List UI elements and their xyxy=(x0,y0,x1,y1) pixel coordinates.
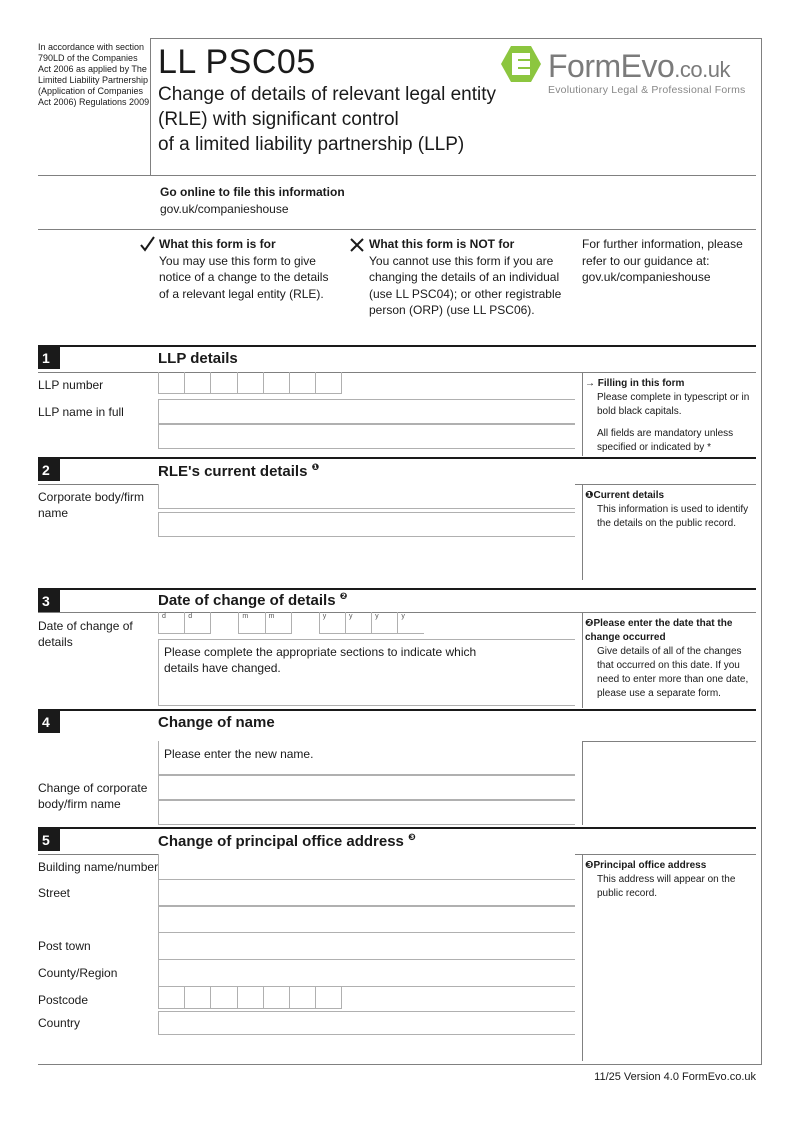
section-title-principal-office: Change of principal office address $^❸$ xyxy=(158,832,416,850)
date-box-year[interactable]: y xyxy=(397,612,423,634)
country-input[interactable] xyxy=(158,1011,575,1035)
postcode-box[interactable] xyxy=(210,987,236,1009)
legal-basis-note: In accordance with section 790LD of the Companies Act 2006 as applied by The Limited Liability Partnership (Application of Companies Act 2006) Regulations 2009 xyxy=(38,42,150,107)
date-of-change-input[interactable] xyxy=(158,612,424,634)
building-name-label: Building name/number xyxy=(38,860,159,874)
building-name-input[interactable] xyxy=(158,854,575,880)
date-box-year[interactable]: y xyxy=(319,612,345,634)
form-title: Change of details of relevant legal entity (RLE) with significant control of a limited liability partnership (LLP) xyxy=(158,84,496,155)
post-town-label: Post town xyxy=(38,939,91,953)
llp-name-input-line1[interactable] xyxy=(158,399,575,424)
county-region-label: County/Region xyxy=(38,966,118,980)
date-box-year[interactable]: y xyxy=(371,612,397,634)
footer-version: 11/25 Version 4.0 FormEvo.co.uk xyxy=(594,1071,756,1083)
form-code: LL PSC05 xyxy=(158,43,316,81)
change-of-name-label: Change of corporate body/firm name xyxy=(38,781,148,811)
formevo-logo-text: FormEvo.co.uk xyxy=(548,48,730,84)
llp-name-input-line2[interactable] xyxy=(158,424,575,449)
change-instruction-text: Please complete the appropriate sections to indicate which details have changed. xyxy=(164,645,477,675)
side-note-date: ❷Please enter the date that the change occurred Give details of all of the changes that occurred on this date. If you need to enter more than one date, please use a separate form. xyxy=(582,612,756,708)
further-information: For further information, please refer to our guidance at: gov.uk/companieshouse xyxy=(582,237,743,284)
side-panel-blank xyxy=(582,741,756,825)
llp-number-box[interactable] xyxy=(263,372,289,394)
online-filing-url[interactable]: gov.uk/companieshouse xyxy=(160,202,289,216)
postcode-box[interactable] xyxy=(263,987,289,1009)
street-input-line2[interactable] xyxy=(158,906,575,933)
new-name-input-line1[interactable] xyxy=(158,775,575,800)
corporate-body-name-label: Corporate body/firm name xyxy=(38,490,145,520)
date-box-day[interactable]: d xyxy=(158,612,184,634)
corporate-body-name-input-line1[interactable] xyxy=(158,484,575,509)
llp-number-box[interactable] xyxy=(184,372,210,394)
what-form-is-not-for: What this form is NOT for You cannot use this form if you are changing the details of an individual (use LL PSC04); or other registrable person (ORP) (use LL PSC06). xyxy=(369,237,562,317)
online-filing-title: Go online to file this information xyxy=(160,185,345,199)
postcode-input[interactable] xyxy=(158,987,368,1009)
side-note-current-details: ❶Current details This information is used to identify the details on the public record. xyxy=(582,484,756,580)
post-town-input[interactable] xyxy=(158,933,575,960)
section-title-llp-details: LLP details xyxy=(158,350,238,367)
section-number-5: 5 xyxy=(38,829,60,851)
county-region-input[interactable] xyxy=(158,960,575,987)
formevo-logo-icon xyxy=(501,45,541,83)
llp-number-box[interactable] xyxy=(237,372,263,394)
section-number-1: 1 xyxy=(38,347,60,369)
section-title-date-of-change: Date of change of details $^❷$ xyxy=(158,591,348,609)
date-box-year[interactable]: y xyxy=(345,612,371,634)
corporate-body-name-input-line2[interactable] xyxy=(158,512,575,537)
side-note-principal-office: ❸Principal office address This address will appear on the public record. xyxy=(582,854,756,1061)
section-number-4: 4 xyxy=(38,711,60,733)
date-spacer xyxy=(210,612,238,634)
llp-number-label: LLP number xyxy=(38,378,104,392)
formevo-tagline: Evolutionary Legal & Professional Forms xyxy=(548,84,746,96)
llp-number-box[interactable] xyxy=(315,372,341,394)
country-label: Country xyxy=(38,1016,81,1030)
postcode-box[interactable] xyxy=(184,987,210,1009)
llp-number-input[interactable] xyxy=(158,372,368,394)
new-name-input-line2[interactable] xyxy=(158,800,575,825)
new-name-instruction: Please enter the new name. xyxy=(164,747,314,761)
llp-number-box[interactable] xyxy=(158,372,184,394)
section-number-2: 2 xyxy=(38,459,60,481)
postcode-box[interactable] xyxy=(315,987,341,1009)
postcode-box[interactable] xyxy=(289,987,315,1009)
postcode-box-end xyxy=(341,987,367,1009)
street-input-line1[interactable] xyxy=(158,880,575,906)
date-box-month[interactable]: m xyxy=(238,612,264,634)
date-box-month[interactable]: m xyxy=(265,612,291,634)
section-title-rle-current-details: RLE's current details $^❶$ xyxy=(158,462,320,480)
postcode-label: Postcode xyxy=(38,993,89,1007)
what-form-is-for: What this form is for You may use this form to give notice of a change to the details of a relevant legal entity (RLE). xyxy=(159,237,329,301)
street-label: Street xyxy=(38,886,71,900)
postcode-box[interactable] xyxy=(237,987,263,1009)
llp-number-box[interactable] xyxy=(289,372,315,394)
llp-number-box[interactable] xyxy=(210,372,236,394)
section-title-change-of-name: Change of name xyxy=(158,714,275,731)
date-of-change-label: Date of change of details xyxy=(38,619,133,649)
cross-icon xyxy=(350,238,364,252)
checkmark-icon xyxy=(140,236,156,252)
date-box-day[interactable]: d xyxy=(184,612,210,634)
section-number-3: 3 xyxy=(38,590,60,612)
llp-name-label: LLP name in full xyxy=(38,405,124,419)
postcode-box[interactable] xyxy=(158,987,184,1009)
date-spacer xyxy=(291,612,319,634)
side-note-filling-in: → Filling in this form Please complete in typescript or in bold black capitals. All fields are mandatory unless specified or indicated by * xyxy=(582,372,756,456)
llp-number-box-end xyxy=(341,372,367,394)
